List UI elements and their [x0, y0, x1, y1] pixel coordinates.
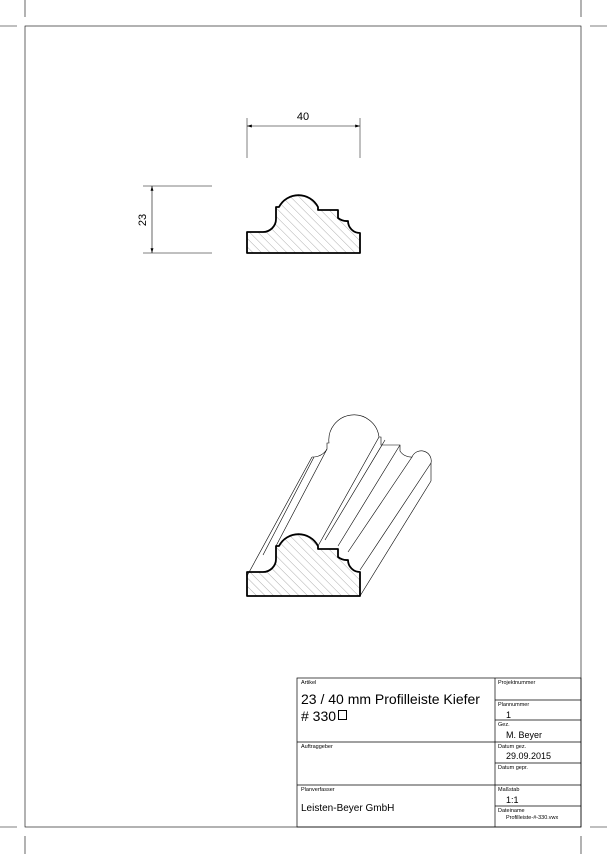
placeholder-box-icon [338, 710, 347, 720]
company-name: Leisten-Beyer GmbH [301, 803, 395, 814]
height-dimension-label: 23 [137, 213, 149, 227]
dateiname-label: Dateiname [498, 808, 525, 814]
dateiname-value: Profilleiste-#-330.vwx [506, 815, 559, 821]
width-dimension-label: 40 [296, 111, 310, 123]
height-dimension [137, 186, 212, 253]
plannummer-label: Plannummer [498, 702, 530, 708]
projektnummer-label: Projektnummer [498, 680, 536, 686]
massstab-value: 1:1 [506, 795, 519, 805]
massstab-label: Maßstab [498, 787, 520, 793]
article-number [301, 707, 347, 725]
width-dimension [247, 111, 360, 158]
profile-cross-section [247, 195, 360, 253]
isometric-front-face [247, 534, 360, 596]
datum-gepr-label: Datum gepr. [498, 765, 528, 771]
auftraggeber-label: Auftraggeber [301, 744, 333, 750]
datum-gez-label: Datum gez. [498, 744, 527, 750]
gez-label: Gez. [498, 722, 510, 728]
article-title: 23 / 40 mm Profilleiste Kiefer [301, 691, 480, 707]
article-number-text: # 330 [301, 708, 337, 724]
gez-value: M. Beyer [506, 730, 543, 740]
plannummer-value: 1 [506, 710, 512, 720]
planverfasser-label: Planverfasser [301, 787, 335, 793]
artikel-label: Artikel [301, 680, 317, 686]
datum-gez-value: 29.09.2015 [506, 751, 552, 761]
